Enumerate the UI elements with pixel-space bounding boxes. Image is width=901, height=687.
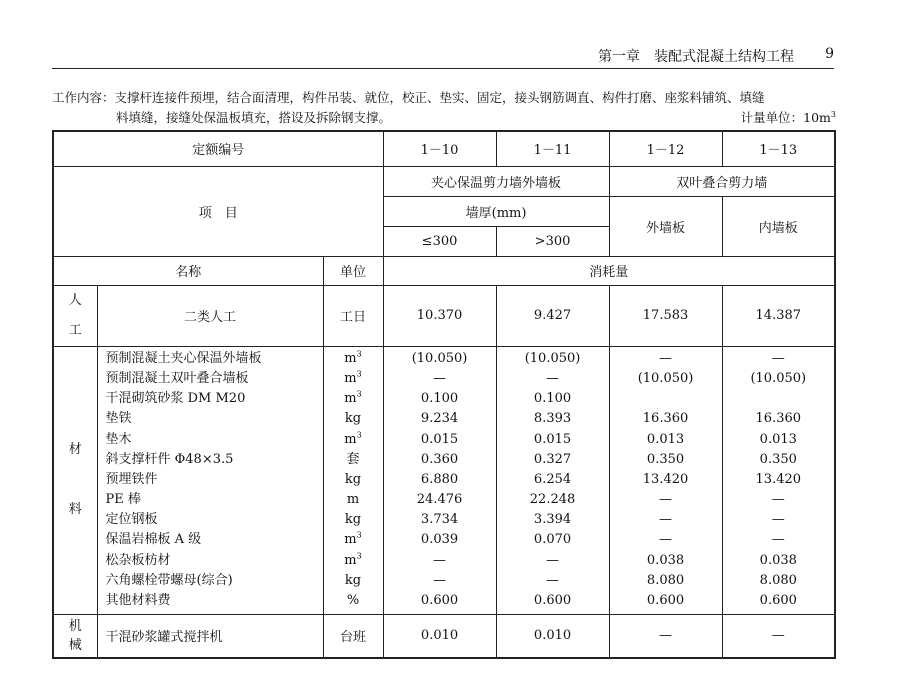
quota-code-row <box>53 131 835 166</box>
material-unit-text: m <box>344 350 357 366</box>
col-name: 名称 <box>53 256 323 285</box>
material-value <box>384 409 496 429</box>
labor-cat-char-1: 人 <box>68 292 82 308</box>
material-unit <box>324 551 383 571</box>
material-value <box>723 369 835 389</box>
material-unit <box>324 571 383 591</box>
item-label: 项 目 <box>53 166 383 256</box>
materials-values-1 <box>383 346 496 614</box>
machine-name: 干混砂浆罐式搅拌机 <box>97 614 323 658</box>
material-value-text: — <box>659 492 673 508</box>
code-2: 1－11 <box>496 131 609 166</box>
material-value <box>384 349 496 369</box>
measure-unit-sup: 3 <box>830 109 836 119</box>
material-value <box>610 369 722 389</box>
material-value <box>497 551 609 571</box>
material-value-text: — <box>433 572 447 588</box>
thickness-gt-300: >300 <box>496 226 609 256</box>
material-value-text: — <box>659 350 673 366</box>
material-value-text: 0.350 <box>759 451 797 467</box>
material-value-text: 13.420 <box>642 471 689 487</box>
material-unit-text: kg <box>344 512 362 528</box>
material-value-text: 0.100 <box>420 391 459 407</box>
material-value <box>610 490 722 510</box>
material-name <box>98 530 323 550</box>
material-name <box>98 389 323 409</box>
material-name-text: 预埋铁件 <box>105 471 158 487</box>
labor-cat-char-2: 工 <box>68 322 82 338</box>
material-name <box>98 409 323 429</box>
material-value-text: — <box>659 532 673 548</box>
material-value-text: 22.248 <box>529 492 576 508</box>
labor-value-1: 10.370 <box>383 285 496 346</box>
labor-category <box>53 285 97 346</box>
quota-table <box>52 130 836 659</box>
code-1: 1－10 <box>383 131 496 166</box>
machine-value-4: — <box>722 614 835 658</box>
work-content-line-1: 工作内容：支撑杆连接件预埋，结合面清理，构件吊装、就位，校正、垫实、固定，接头钢筋调直、构件打磨、座浆料铺筑、填缝 <box>52 90 765 105</box>
labor-value-3: 17.583 <box>609 285 722 346</box>
material-name-text: 松杂板枋材 <box>105 552 171 568</box>
material-value <box>497 591 609 611</box>
material-value-text: 6.254 <box>533 471 572 487</box>
material-value <box>384 571 496 591</box>
material-value-text: 0.070 <box>533 532 572 548</box>
material-unit-sup: 3 <box>356 551 362 561</box>
material-unit-sup: 3 <box>356 389 362 399</box>
material-value <box>610 409 722 429</box>
material-name-text: 定位钢板 <box>105 512 158 528</box>
material-unit <box>324 470 383 490</box>
material-value-text: 0.600 <box>533 593 572 609</box>
material-unit-text: m <box>346 492 360 508</box>
material-value-text: — <box>771 492 785 508</box>
code-4: 1－13 <box>722 131 835 166</box>
material-value <box>610 530 722 550</box>
material-unit-text: m <box>344 370 357 386</box>
materials-values-3 <box>609 346 722 614</box>
material-value <box>723 571 835 591</box>
material-value <box>723 470 835 490</box>
material-name <box>98 510 323 530</box>
column-header-row <box>53 256 835 285</box>
material-value-text: — <box>546 572 560 588</box>
material-unit-text: m <box>344 431 357 447</box>
material-value <box>723 349 835 369</box>
material-value-text: 0.038 <box>646 552 685 568</box>
material-value <box>497 530 609 550</box>
material-value <box>497 430 609 450</box>
material-unit-text: m <box>344 391 357 407</box>
material-unit <box>324 530 383 550</box>
material-value-text: 16.360 <box>755 411 802 427</box>
col-consumption: 消耗量 <box>383 256 835 285</box>
materials-values-2 <box>496 346 609 614</box>
material-value-text: (10.050) <box>750 370 807 386</box>
material-name-text: 预制混凝土双叶叠合墙板 <box>105 370 249 386</box>
material-unit <box>324 369 383 389</box>
material-value-text: 0.600 <box>646 593 685 609</box>
material-unit-text: kg <box>344 572 362 588</box>
material-name <box>98 430 323 450</box>
material-unit-text: 套 <box>346 451 360 467</box>
material-value-text: 13.420 <box>755 471 802 487</box>
material-value <box>723 450 835 470</box>
material-value <box>610 470 722 490</box>
material-name-text: 其他材料费 <box>105 593 171 609</box>
material-value-text: — <box>659 512 673 528</box>
material-value <box>723 591 835 611</box>
material-value-text: 0.015 <box>533 431 572 447</box>
machine-value-3: — <box>609 614 722 658</box>
machine-unit: 台班 <box>323 614 383 658</box>
material-name-text: 斜支撑杆件 Φ48×3.5 <box>105 451 234 467</box>
material-name <box>98 571 323 591</box>
material-name-text: PE 棒 <box>105 492 141 508</box>
material-name-text: 干混砌筑砂浆 DM M20 <box>105 391 246 407</box>
machine-cat-char-2: 械 <box>68 637 82 653</box>
material-value <box>384 530 496 550</box>
material-value-text: 0.015 <box>420 431 459 447</box>
material-value <box>384 470 496 490</box>
material-value <box>384 369 496 389</box>
group-sandwich-wall: 夹心保温剪力墙外墙板 <box>383 166 609 196</box>
material-name-text: 预制混凝土夹心保温外墙板 <box>105 350 262 366</box>
material-value-text: — <box>546 552 560 568</box>
material-value-text: 3.734 <box>420 512 459 528</box>
material-value-text: 9.234 <box>420 411 459 427</box>
material-unit <box>324 450 383 470</box>
material-value-text: 24.476 <box>416 492 463 508</box>
material-value <box>384 551 496 571</box>
material-value <box>610 450 722 470</box>
material-value <box>723 430 835 450</box>
material-value-text: 0.100 <box>533 391 572 407</box>
work-content-line-2 <box>52 108 836 128</box>
page-number: 9 <box>825 46 834 62</box>
material-unit-text: kg <box>344 411 362 427</box>
material-value-text: 8.080 <box>759 572 797 588</box>
material-value <box>384 510 496 530</box>
material-value-text: — <box>771 532 785 548</box>
work-content <box>52 88 836 128</box>
material-name-text: 垫铁 <box>105 411 132 427</box>
material-value-text: 0.038 <box>759 552 797 568</box>
materials-row <box>53 346 835 614</box>
material-value <box>610 571 722 591</box>
labor-value-4: 14.387 <box>722 285 835 346</box>
measure-unit-text: 计量单位：10m <box>740 110 831 125</box>
header-row-1 <box>53 166 835 196</box>
materials-values-4 <box>722 346 835 614</box>
labor-unit: 工日 <box>323 285 383 346</box>
machine-cat-char-1: 机 <box>68 618 82 634</box>
material-value <box>723 490 835 510</box>
material-value <box>723 409 835 429</box>
materials-category <box>53 346 97 614</box>
material-value <box>497 510 609 530</box>
measure-unit <box>741 108 836 128</box>
material-value-text: — <box>771 350 785 366</box>
material-value-text: 0.360 <box>420 451 459 467</box>
outer-wall-label: 外墙板 <box>609 196 722 256</box>
material-value-text: 8.080 <box>646 572 685 588</box>
material-name <box>98 349 323 369</box>
material-value-text: (10.050) <box>524 350 581 366</box>
material-value <box>384 430 496 450</box>
material-value <box>723 389 835 409</box>
material-name-text: 六角螺栓带螺母(综合) <box>105 572 233 588</box>
machine-row <box>53 614 835 658</box>
material-value-text: — <box>433 552 447 568</box>
machine-value-1: 0.010 <box>383 614 496 658</box>
col-unit: 单位 <box>323 256 383 285</box>
materials-names <box>97 346 323 614</box>
material-value-text: — <box>546 370 560 386</box>
material-unit <box>324 430 383 450</box>
material-unit-text: m <box>344 552 357 568</box>
material-name <box>98 551 323 571</box>
material-value <box>610 551 722 571</box>
code-3: 1－12 <box>609 131 722 166</box>
wall-thickness-label: 墙厚(mm) <box>383 196 609 226</box>
material-unit <box>324 510 383 530</box>
labor-row <box>53 285 835 346</box>
material-unit-text: % <box>346 593 360 609</box>
material-unit <box>324 349 383 369</box>
page-header <box>52 42 834 69</box>
material-value-text: (10.050) <box>411 350 468 366</box>
material-value-text: 8.393 <box>533 411 572 427</box>
machine-category <box>53 614 97 658</box>
material-value <box>497 571 609 591</box>
material-value <box>384 591 496 611</box>
material-name <box>98 369 323 389</box>
material-name <box>98 470 323 490</box>
labor-value-2: 9.427 <box>496 285 609 346</box>
materials-cat-char-2: 料 <box>68 502 82 517</box>
material-value-text: — <box>771 512 785 528</box>
materials-units <box>323 346 383 614</box>
material-value <box>497 389 609 409</box>
material-value <box>610 349 722 369</box>
material-unit <box>324 409 383 429</box>
material-value-text: 6.880 <box>420 471 459 487</box>
material-value-text: 16.360 <box>642 411 689 427</box>
material-value <box>610 389 722 409</box>
chapter-title: 第一章 装配式混凝土结构工程 <box>598 49 794 65</box>
material-value <box>723 510 835 530</box>
material-value <box>497 409 609 429</box>
material-unit-sup: 3 <box>356 349 362 359</box>
thickness-le-300: ≤300 <box>383 226 496 256</box>
material-value <box>723 551 835 571</box>
material-value-text: (10.050) <box>637 370 694 386</box>
machine-value-2: 0.010 <box>496 614 609 658</box>
material-value-text: 0.600 <box>759 593 797 609</box>
material-unit <box>324 591 383 611</box>
material-name-text: 垫木 <box>105 431 132 447</box>
material-value <box>497 490 609 510</box>
inner-wall-label: 内墙板 <box>722 196 835 256</box>
quota-label: 定额编号 <box>53 131 383 166</box>
material-value <box>610 430 722 450</box>
material-value-text: 0.600 <box>420 593 459 609</box>
material-value-text: 0.350 <box>646 451 685 467</box>
group-double-leaf-wall: 双叶叠合剪力墙 <box>609 166 835 196</box>
material-value <box>497 369 609 389</box>
material-name <box>98 591 323 611</box>
material-value <box>610 510 722 530</box>
material-unit-sup: 3 <box>356 531 362 541</box>
material-name <box>98 490 323 510</box>
material-unit <box>324 490 383 510</box>
material-value <box>384 450 496 470</box>
material-value <box>610 591 722 611</box>
material-unit <box>324 389 383 409</box>
material-name <box>98 450 323 470</box>
material-value <box>497 470 609 490</box>
material-value <box>497 349 609 369</box>
material-value <box>384 389 496 409</box>
material-value <box>384 490 496 510</box>
material-unit-text: m <box>344 532 357 548</box>
material-value-text: 0.013 <box>646 431 685 447</box>
material-unit-text: kg <box>344 471 362 487</box>
material-value-text: 0.039 <box>420 532 459 548</box>
material-unit-sup: 3 <box>356 430 362 440</box>
material-value-text: 3.394 <box>533 512 572 528</box>
material-unit-sup: 3 <box>356 369 362 379</box>
material-value-text: 0.013 <box>759 431 797 447</box>
work-content-line-2-text: 料填缝，接缝处保温板填充，搭设及拆除钢支撑。 <box>116 110 392 125</box>
labor-name: 二类人工 <box>97 285 323 346</box>
materials-cat-char-1: 材 <box>68 442 82 457</box>
material-value <box>497 450 609 470</box>
material-name-text: 保温岩棉板 A 级 <box>105 532 202 548</box>
material-value-text: — <box>433 370 447 386</box>
material-value <box>723 530 835 550</box>
material-value-text: 0.327 <box>533 451 572 467</box>
